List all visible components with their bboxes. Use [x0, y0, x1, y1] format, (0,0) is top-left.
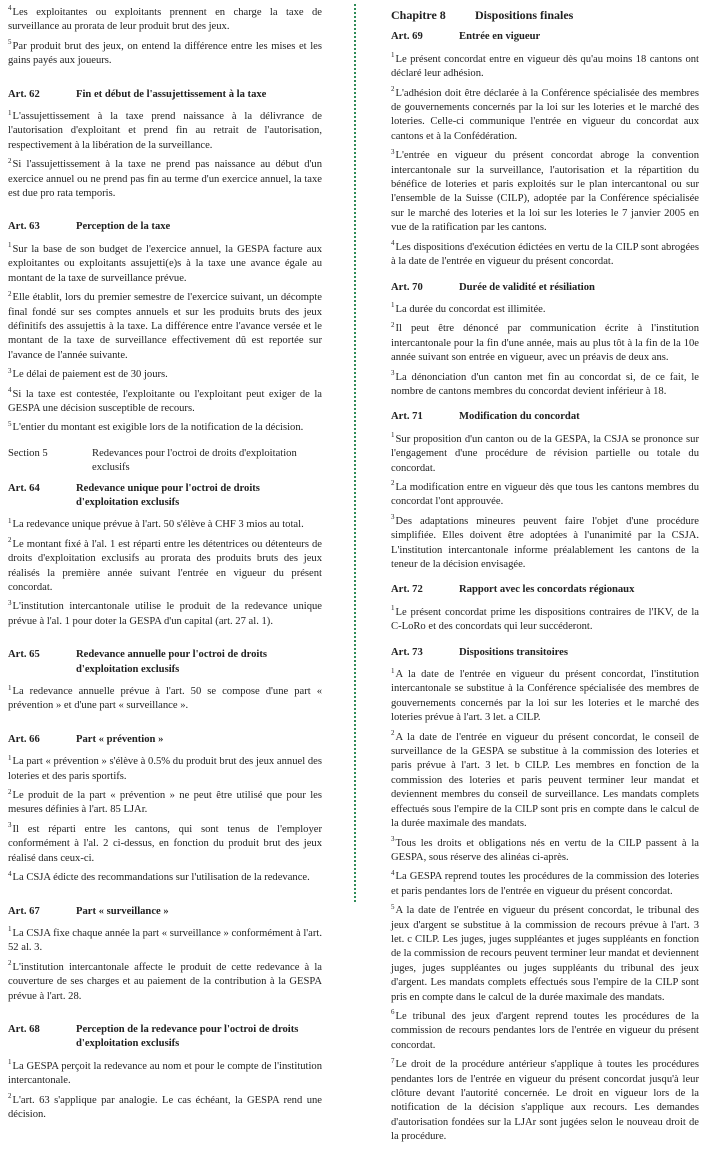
- article-title: Redevance unique pour l'octroi de droits d'exploitation exclusifs: [76, 482, 260, 508]
- paragraph: [8, 871, 322, 885]
- paragraph-text: La GESPA reprend toutes les procédures de la commission des loteries et paris pendantes lors de l'entrée en vigueur du présent concordat.: [391, 871, 699, 897]
- paragraph: [8, 823, 322, 866]
- paragraph-number: 1: [8, 1058, 12, 1067]
- paragraph: [8, 40, 322, 69]
- section-number: Section 5: [8, 447, 48, 459]
- paragraph-text: L'assujettissement à la taxe prend naissance à la délivrance de l'autorisation d'exploitant et prend fin au retrait de l'autorisation, respectivement à la libération de la surveillance.: [8, 111, 322, 151]
- paragraph-number: 2: [391, 85, 395, 94]
- paragraph-number: 1: [8, 925, 12, 934]
- paragraph-text: Sur proposition d'un canton ou de la GESPA, la CSJA se prononce sur l'engagement d'une procédure de révision partielle ou totale du concordat.: [391, 433, 699, 474]
- spacer: [8, 719, 322, 733]
- article-heading: [8, 905, 322, 919]
- article-heading: [8, 648, 322, 677]
- paragraph: [8, 243, 322, 286]
- paragraph-number: 5: [391, 902, 395, 911]
- article-heading: [391, 281, 699, 295]
- paragraph-text: L'entier du montant est exigible lors de la notification de la décision.: [12, 422, 304, 434]
- article-title: Rapport avec les concordats régionaux: [459, 584, 635, 596]
- paragraph-number: 1: [8, 516, 12, 525]
- article-title: Fin et début de l'assujettissement à la taxe: [76, 88, 267, 100]
- paragraph: [391, 1058, 699, 1144]
- paragraph-text: Le présent concordat prime les dispositions contraires de l'IKV, de la C-LoRo et des concordats qui leur succéderont.: [391, 606, 699, 633]
- paragraph-text: Le tribunal des jeux d'argent reprend toutes les procédures de la commission de recours pendantes lors de l'entrée en vigueur du présent concordat.: [391, 1010, 699, 1051]
- article-number: Art. 72: [391, 584, 423, 596]
- article-title: Part « surveillance »: [76, 905, 169, 917]
- paragraph: [391, 433, 699, 476]
- paragraph-text: Le montant fixé à l'al. 1 est réparti entre les détentrices ou détenteurs de droits d'exploitation exclusifs au prorata des produits bruts des jeux réalisés la première année suivant l'entrée en vigueur du présent concordat.: [8, 538, 322, 593]
- column-divider: [354, 4, 356, 902]
- paragraph-number: 4: [391, 868, 395, 877]
- spacer: [8, 891, 322, 905]
- paragraph-number: 3: [391, 834, 395, 843]
- article-title: Dispositions transitoires: [459, 646, 568, 658]
- paragraph-text: La redevance annuelle prévue à l'art. 50 se compose d'une part « prévention » et d'une part « surveillance ».: [8, 686, 322, 712]
- article-title: Perception de la redevance pour l'octroi de droits d'exploitation exclusifs: [76, 1023, 299, 1050]
- paragraph-text: Il peut être dénoncé par communication écrite à l'institution intercantonale pour la fin d'une année, mais au plus tôt à la fin de la 10e année suivant son entrée en vigueur, avec un préavis de deux ans.: [391, 323, 699, 364]
- paragraph: [391, 303, 699, 317]
- right-column: [391, 6, 699, 1150]
- paragraph-text: Elle établit, lors du premier semestre de l'exercice suivant, un décompte final fondé sur ses comptes annuels et sur les produits bruts des jeux définitifs des assujettis à la taxe. La différence entre l'avance versée et le montant de la taxe de surveillance effectivement dû est reportée sur l'avance de l'année suivante.: [8, 292, 322, 361]
- paragraph-number: 3: [8, 366, 12, 375]
- paragraph-number: 4: [391, 239, 395, 248]
- paragraph-number: 3: [8, 821, 12, 830]
- paragraph: [391, 53, 699, 82]
- paragraph: [391, 241, 699, 270]
- paragraph-text: L'adhésion doit être déclarée à la Conférence spécialisée des membres de gouvernements concernés par la loi sur les loteries et le marché des loteries. Celle-ci communique l'entrée en vigueur du concordat aux cantons et à la Confédération.: [391, 87, 699, 142]
- paragraph-text: La dénonciation d'un canton met fin au concordat si, de ce fait, le nombre de cantons membres du concordat devient inférieur à 18.: [391, 371, 699, 397]
- paragraph: [391, 87, 699, 145]
- article-number: Art. 68: [8, 1023, 40, 1035]
- paragraph-number: 2: [8, 289, 12, 298]
- paragraph-text: L'entrée en vigueur du présent concordat abroge la convention intercantonale sur la surveillance, l'autorisation et la répartition du bénéfice de loteries et paris exploités sur le plan intercantonal ou sur l'ensemble de la Suisse (CILP), adoptée par la Conférence spécialisée sur le marché des loteries et la loi sur les loteries le 7 janvier 2005 en vue de la ratification par les cantons.: [391, 150, 699, 234]
- paragraph: [8, 291, 322, 363]
- paragraph-text: A la date de l'entrée en vigueur du présent concordat, le conseil de surveillance de la GESPA se substitue à la commission des loteries et paris prévue à l'art. 3 let. b CILP. Les membres en fonction de la commission des loteries et paris peuvent terminer leur mandat et deviennent membres du conseil de surveillance. Les mandats complets effectués sous l'empire de la CILP sont pris en compte dans le calcul de la durée maximale des mandats.: [391, 731, 699, 830]
- paragraph: [391, 606, 699, 635]
- paragraph-text: La durée du concordat est illimitée.: [395, 303, 546, 315]
- paragraph: [8, 789, 322, 818]
- paragraph: [8, 518, 322, 532]
- paragraph: [8, 158, 322, 201]
- paragraph-text: La CSJA fixe chaque année la part « surveillance » conformément à l'art. 52 al. 3.: [8, 927, 322, 954]
- paragraph-number: 1: [8, 108, 12, 117]
- article-title: Entrée en vigueur: [459, 31, 541, 43]
- paragraph: [8, 6, 322, 35]
- paragraph: [391, 515, 699, 573]
- paragraph-number: 4: [8, 869, 12, 878]
- article-heading: [8, 1023, 322, 1052]
- paragraph-text: Par produit brut des jeux, on entend la différence entre les mises et les gains payés aux joueurs.: [8, 40, 322, 67]
- chapter-title: Dispositions finales: [475, 8, 574, 22]
- paragraph: [391, 904, 699, 1005]
- paragraph-text: A la date de l'entrée en vigueur du présent concordat, l'institution intercantonale se substitue à la Conférence spécialisée des membres de gouvernements concernés par la loi sur les loteries et le marché des loteries prévue à l'art. 3 let. a CILP.: [391, 669, 699, 724]
- paragraph: [8, 600, 322, 629]
- paragraph: [8, 368, 322, 382]
- paragraph-number: 3: [391, 147, 395, 156]
- paragraph-number: 2: [8, 959, 12, 968]
- paragraph: [391, 149, 699, 235]
- paragraph-number: 1: [8, 753, 12, 762]
- article-number: Art. 64: [8, 482, 40, 494]
- paragraph: [391, 481, 699, 510]
- article-number: Art. 62: [8, 88, 40, 100]
- paragraph: [8, 755, 322, 784]
- paragraph-text: La CSJA édicte des recommandations sur l'utilisation de la redevance.: [12, 872, 310, 884]
- paragraph-text: La GESPA perçoit la redevance au nom et pour le compte de l'institution intercantonale.: [8, 1060, 322, 1087]
- article-heading: [8, 733, 322, 747]
- article-number: Art. 66: [8, 733, 40, 745]
- paragraph-number: 3: [391, 513, 395, 522]
- article-heading: [391, 646, 699, 660]
- paragraph: [8, 1094, 322, 1123]
- article-heading: [8, 88, 322, 102]
- spacer: [8, 634, 322, 648]
- article-title: Part « prévention »: [76, 733, 164, 745]
- paragraph: [8, 421, 322, 435]
- article-number: Art. 73: [391, 646, 423, 658]
- paragraph: [8, 1060, 322, 1089]
- paragraph: [391, 1010, 699, 1053]
- paragraph: [391, 668, 699, 726]
- paragraph-number: 3: [8, 598, 12, 607]
- paragraph-number: 7: [391, 1056, 395, 1065]
- paragraph-text: Il est réparti entre les cantons, qui sont tenus de l'employer conformément à l'al. 2 ci-dessus, en fonction du produit brut des jeux réalisé dans ceux-ci.: [8, 823, 322, 864]
- chapter-number: Chapitre 8: [391, 8, 446, 22]
- paragraph-text: Des adaptations mineures peuvent faire l'objet d'une procédure simplifiée. Elles doivent être adoptées à l'unanimité par la CSJA. L'institution intercantonale informe préalablement les cantons de la teneur de la décision envisagée.: [391, 515, 699, 570]
- spacer: [8, 1009, 322, 1023]
- section-title: Redevances pour l'octroi de droits d'exploitation exclusifs: [92, 447, 297, 474]
- article-number: Art. 70: [391, 281, 423, 293]
- paragraph-text: Tous les droits et obligations nés en vertu de la CILP passent à la GESPA, sous réserve des alinéas ci-après.: [391, 837, 699, 863]
- article-number: Art. 69: [391, 31, 423, 43]
- paragraph: [8, 927, 322, 956]
- paragraph: [8, 538, 322, 596]
- paragraph-text: Le droit de la procédure antérieur s'applique à toutes les procédures pendantes lors de l'entrée en vigueur du présent concordat jusqu'à leur clôture devant l'autorité concernée. Le droit en vigueur lors de la notification de la décision s'applique aux recours. Les demandes d'autorisation fondées sur la LJAr sont jugées selon le nouveau droit de la procédure.: [391, 1059, 699, 1143]
- article-number: Art. 71: [391, 411, 423, 423]
- paragraph-text: Si l'assujettissement à la taxe ne prend pas naissance au début d'un exercice annuel ou ne prend pas fin au terme d'un exercice annuel, la taxe est due pro rata temporis.: [8, 159, 322, 200]
- paragraph-text: Le délai de paiement est de 30 jours.: [12, 369, 168, 381]
- paragraph-number: 4: [8, 4, 12, 13]
- paragraph-text: Si la taxe est contestée, l'exploitante ou l'exploitant peut exiger de la GESPA une décision susceptible de recours.: [8, 388, 322, 414]
- article-heading: [391, 410, 699, 424]
- paragraph-number: 2: [8, 156, 12, 165]
- paragraph-text: La redevance unique prévue à l'art. 50 s'élève à CHF 3 mios au total.: [12, 519, 304, 531]
- paragraph-text: Sur la base de son budget de l'exercice annuel, la GESPA facture aux exploitantes ou exploitants assujetti(e)s à la taxe une avance égale au montant de la taxe de surveillance prévue.: [8, 243, 322, 284]
- paragraph: [391, 834, 699, 866]
- paragraph: [8, 110, 322, 153]
- article-heading: [391, 583, 699, 597]
- paragraph: [391, 322, 699, 365]
- article-title: Redevance annuelle pour l'octroi de droits d'exploitation exclusifs: [76, 649, 267, 675]
- paragraph-text: Les dispositions d'exécution édictées en vertu de la CILP sont abrogées à la date de l'entrée en vigueur du présent concordat.: [391, 241, 699, 268]
- article-title: Durée de validité et résiliation: [459, 281, 595, 293]
- paragraph-text: L'art. 63 s'applique par analogie. Le cas échéant, la GESPA rend une décision.: [8, 1094, 322, 1120]
- article-heading: [391, 30, 699, 44]
- paragraph-number: 2: [8, 787, 12, 796]
- paragraph-text: L'institution intercantonale utilise le produit de la redevance unique prévue à l'al. 1 pour doter la GESPA d'un capital (art. 27 al. 1).: [8, 601, 322, 627]
- paragraph-text: A la date de l'entrée en vigueur du présent concordat, le tribunal des jeux d'argent se substitue à la commission de recours prévue à l'art. 3 let. c CILP. Les juges, juges suppléantes et juges suppléants en fonction de la commission de recours peuvent terminer leur mandat et deviennent juges, juges suppléantes ou juges suppléants du tribunal des jeux d'argent. Les mandats complets effectués sous l'empire de la CILP sont pris en compte dans le calcul de la durée maximale des mandats.: [391, 905, 699, 1003]
- paragraph-text: La part « prévention » s'élève à 0.5% du produit brut des jeux annuel des loteries et des paris sportifs.: [8, 756, 322, 782]
- paragraph: [391, 870, 699, 899]
- article-title: Perception de la taxe: [76, 221, 171, 233]
- paragraph: [8, 388, 322, 417]
- article-number: Art. 65: [8, 649, 40, 661]
- article-number: Art. 67: [8, 905, 40, 917]
- paragraph-number: 2: [391, 320, 395, 329]
- spacer: [8, 74, 322, 88]
- article-heading: [8, 482, 322, 511]
- article-title: Modification du concordat: [459, 411, 580, 423]
- paragraph-text: Les exploitantes ou exploitants prennent en charge la taxe de surveillance au prorata de leur produit brut des jeux.: [8, 7, 322, 33]
- article-number: Art. 63: [8, 221, 40, 233]
- section-heading: [8, 447, 322, 476]
- paragraph-number: 2: [391, 479, 395, 488]
- paragraph-number: 1: [391, 301, 395, 310]
- paragraph-text: Le produit de la part « prévention » ne peut être utilisé que pour les mesures définies à l'art. 85 LJAr.: [8, 790, 322, 816]
- left-column: [8, 6, 322, 1127]
- paragraph-number: 1: [391, 604, 395, 613]
- paragraph-text: La modification entre en vigueur dès que tous les cantons membres du concordat l'ont approuvée.: [391, 481, 699, 508]
- paragraph-number: 2: [391, 729, 395, 738]
- paragraph-text: Le présent concordat entre en vigueur dès qu'au moins 18 cantons ont déclaré leur adhésion.: [391, 53, 699, 80]
- paragraph-number: 3: [391, 369, 395, 377]
- paragraph-number: 1: [8, 241, 12, 250]
- article-heading: [8, 220, 322, 234]
- paragraph-text: L'institution intercantonale affecte le produit de cette redevance à la couverture de ses charges et au paiement de la contribution à la GESPA prévue à l'art. 28.: [8, 961, 322, 1002]
- paragraph: [391, 371, 699, 400]
- paragraph: [391, 731, 699, 832]
- paragraph-number: 5: [8, 38, 12, 47]
- chapter-heading: [391, 8, 699, 22]
- spacer: [8, 206, 322, 220]
- paragraph-number: 6: [391, 1008, 395, 1017]
- paragraph-number: 4: [8, 386, 12, 394]
- paragraph: [8, 685, 322, 714]
- paragraph-number: 1: [391, 431, 395, 440]
- paragraph-number: 1: [8, 683, 12, 692]
- paragraph: [8, 961, 322, 1004]
- paragraph-number: 5: [8, 419, 12, 428]
- paragraph-number: 2: [8, 536, 12, 545]
- paragraph-number: 2: [8, 1092, 12, 1101]
- paragraph-number: 1: [391, 51, 395, 60]
- paragraph-number: 1: [391, 666, 395, 675]
